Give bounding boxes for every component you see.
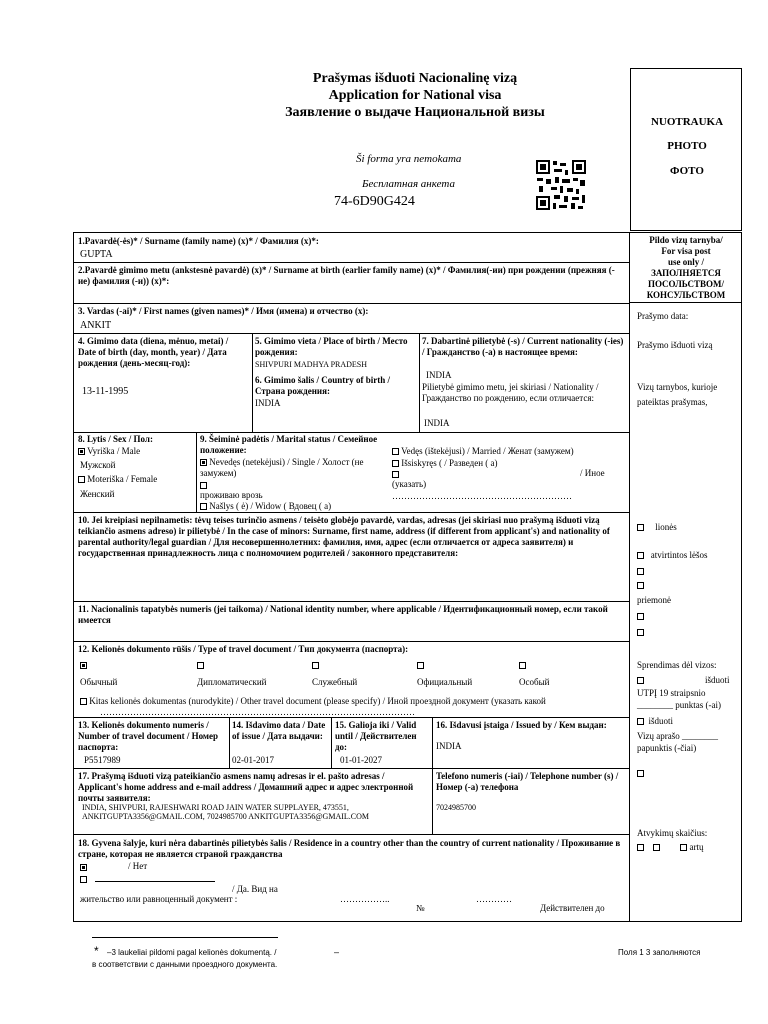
marital-widow-option[interactable] <box>200 501 331 512</box>
sex-male-option[interactable] <box>78 446 140 457</box>
residence-no-option[interactable] <box>80 862 87 873</box>
sex-male-ru: Мужской <box>80 460 116 470</box>
field-4-value[interactable]: 13-11-1995 <box>82 386 129 397</box>
marital-other-specify: (указать) <box>392 479 427 489</box>
free-form-lt: Ši forma yra nemokama <box>356 153 462 165</box>
field-13-value[interactable]: P5517989 <box>84 755 121 765</box>
phone-value[interactable]: 7024985700 <box>436 803 476 812</box>
official-header-line: use only / <box>667 257 704 267</box>
field-13-label: 13. Kelionės dokumento numeris / Number of travel document / Номер паспорта: <box>78 720 219 752</box>
doc-type-special-label: Особый <box>519 677 550 687</box>
doc-type-service-checkbox[interactable] <box>312 656 319 674</box>
form-title-en: Application for National visa <box>328 88 502 103</box>
marital-divorced-label: Išsiskyręs ( / Разведен ( a) <box>401 458 498 468</box>
field-3-label: 3. Vardas (-ai)* / First names (given names)* / Имя (имена) и отчество (x): <box>78 306 369 316</box>
official-issued-label: Prašymo išduoti vizą <box>637 340 713 350</box>
field-3-value[interactable]: ANKIT <box>80 320 112 331</box>
photo-label-ru: ФОТО <box>670 165 704 177</box>
doc-type-special-checkbox[interactable] <box>519 656 526 674</box>
field-7-value[interactable]: INDIA <box>426 370 452 380</box>
footnote-lt: –3 laukeliai pildomi pagal kelionės dokumentą. / <box>107 948 277 957</box>
doc-type-diplomatic-label: Дипломатический <box>197 677 267 687</box>
doc-type-other-label: Kitas kelionės dokumentas (nurodykite) / Other travel document (please specify) / Иной проездной документ (указать какой <box>89 696 546 706</box>
official-checkbox-a[interactable] <box>637 566 644 577</box>
sex-female-ru: Женский <box>80 489 115 499</box>
marital-other-label: / Иное <box>580 468 605 478</box>
official-checkbox-c[interactable] <box>637 611 644 622</box>
checkbox-residence-yes[interactable] <box>80 876 87 883</box>
field-17-value-2[interactable]: ANKITGUPTA3356@GMAIL.COM, 7024985700 ANKITGUPTA3356@GMAIL.COM <box>82 812 370 821</box>
official-papunktis: papunktis (-čiai) <box>637 743 697 753</box>
field-16-label: 16. Išdavusi įstaiga / Issued by / Кем выдан: <box>436 720 607 730</box>
official-header-line: ПОСОЛЬСТВОМ/ <box>647 279 725 289</box>
checkbox-divorced[interactable] <box>392 460 399 467</box>
official-issued-option[interactable] <box>637 675 741 686</box>
official-application-date: Prašymo data: <box>637 311 689 321</box>
official-option-priemone: priemonė <box>637 595 671 605</box>
sex-male-label: Vyriška / Male <box>87 446 141 456</box>
field-10-label: 10. Jei kreipiasi nepilnametis: tėvų teises turinčio asmens / teisėto globėjo pavardė, vardas, adresas (jei skiriasi nuo prašymą išduoti vizą teikiančio asmens adreso) ir pilietybė / In the case of minors: Surname, first name, address (if different from applicant's) and nationality of parental authority/legal guardian / Для несовершеннолетних: фамилия, имя, адрес (если отличается от адреса заявителя) и государственная принадлежность лица с полномочием родителей / законного представителя: <box>78 515 610 558</box>
doc-type-official-label: Официальный <box>417 677 473 687</box>
official-apraso: Vizų aprašo ________ <box>637 731 718 741</box>
residence-yes-label: / Да. Вид на <box>232 884 278 894</box>
field-17-value-1[interactable]: INDIA, SHIVPURI, RAJESHWARI ROAD JAIN WATER SUPPLAYER, 473551, <box>82 803 349 812</box>
field-15-label: 15. Galioja iki / Valid until / Действителен до: <box>335 720 417 752</box>
application-code: 74-6D90G424 <box>334 194 415 209</box>
official-decision: Sprendimas dėl vizos: <box>637 660 717 670</box>
field-8-label: 8. Lytis / Sex / Пол: <box>78 434 153 444</box>
footnote-dash: – <box>334 947 340 957</box>
official-checkbox-d[interactable] <box>637 627 644 638</box>
field-1-value[interactable]: GUPTA <box>80 249 113 260</box>
footnote-right: Поля 1 3 заполняются <box>618 948 701 957</box>
photo-box <box>630 68 742 231</box>
marital-married-option[interactable] <box>392 446 574 457</box>
sex-female-option[interactable] <box>78 474 157 485</box>
official-service-label-2: pateiktas prašymas, <box>637 397 708 407</box>
field-18-label: 18. Gyvena šalyje, kuri nėra dabartinės pilietybės šalis / Residence in a country other than the country of current nationality / Проживание в стране, которая не является страной гражданства <box>78 838 621 859</box>
field-4-label: 4. Gimimo data (diena, mėnuo, metai) / Date of birth (day, month, year) / Дата рождения (день-месяц-год): <box>78 336 229 368</box>
field-6-label: 6. Gimimo šalis / Country of birth / Страна рождения: <box>255 375 391 396</box>
marital-other-dots[interactable]: …………………………………………………… <box>392 491 572 501</box>
field-7-sub-label: Pilietybė gimimo metu, jei skiriasi / Nationality / Гражданство по рождению, если отличается: <box>422 382 599 403</box>
residence-yes-option[interactable] <box>80 874 87 885</box>
doc-type-service-label: Служебный <box>312 677 358 687</box>
marital-separated-label: проживаю врозь <box>200 490 263 500</box>
official-punktas: ________ punktas (-ai) <box>637 700 721 710</box>
residence-valid-label: Действителен до <box>540 903 605 913</box>
residence-number-sign: № <box>416 903 425 913</box>
marital-single-option[interactable] <box>200 457 390 479</box>
marital-divorced-option[interactable] <box>392 458 498 469</box>
footnote-star: * <box>94 944 99 958</box>
official-isduoti-option[interactable] <box>637 716 673 727</box>
official-isduoti-text: išduoti <box>648 716 674 726</box>
footnote-ru: в соответствии с данными проездного документа. <box>92 960 278 969</box>
official-header-line: ЗАПОЛНЯЕТСЯ <box>651 268 721 278</box>
checkbox-married[interactable] <box>392 448 399 455</box>
official-header-line: For visa post <box>661 246 711 256</box>
checkbox-male[interactable] <box>78 448 85 455</box>
official-issued-text: išduoti <box>705 675 730 685</box>
residence-number-dots[interactable]: ………… <box>476 894 512 904</box>
field-5-label: 5. Gimimo vieta / Place of birth / Место рождения: <box>255 336 408 357</box>
residence-doc-label: жительство или равноценный документ : <box>80 894 238 904</box>
checkbox-other-doc[interactable] <box>80 698 87 705</box>
checkbox-single[interactable] <box>200 459 207 466</box>
checkbox-female[interactable] <box>78 476 85 483</box>
doc-type-other-option[interactable] <box>80 696 628 707</box>
official-header-line: Pildo vizų tarnyba/ <box>649 235 723 245</box>
checkbox-residence-no[interactable] <box>80 864 87 871</box>
field-2-label: 2.Pavardė gimimo metu (ankstesnė pavardė) (x)* / Surname at birth (earlier family name) (x)* / Фамилия(-ии) при рождении (прежняя (-ие) фамилия (-и)) (x)*: <box>78 265 615 286</box>
field-17-label: 17. Prašymą išduoti vizą pateikiančio asmens namų adresas ir el. pašto adresas / Applicant's home address and e-mail address / Домашний адрес и адрес электронной почты заявителя: <box>78 771 414 803</box>
official-utpj: UTPĮ 19 straipsnio <box>637 688 706 698</box>
official-entries-options[interactable] <box>637 842 741 853</box>
official-checkbox-e[interactable] <box>637 768 644 779</box>
form-title-lt: Prašymas išduoti Nacionalinę vizą <box>312 71 518 86</box>
photo-label-lt: NUOTRAUKA <box>650 116 724 128</box>
official-option-lione-label: lionės <box>655 522 677 532</box>
doc-type-official-checkbox[interactable] <box>417 656 424 674</box>
qr-code-icon <box>535 159 587 211</box>
doc-type-ordinary-label: Обычный <box>80 677 118 687</box>
field-16-value[interactable]: INDIA <box>436 741 462 751</box>
official-option-lesos-label: atvirtintos lėšos <box>650 550 708 560</box>
form-title-ru: Заявление о выдаче Национальной визы <box>285 105 545 120</box>
official-entries-artu: artų <box>689 842 704 852</box>
marital-married-label: Vedęs (ištekėjusi) / Married / Женат (замужем) <box>401 446 574 456</box>
field-6-value[interactable]: INDIA <box>255 398 281 408</box>
photo-label-en: PHOTO <box>667 140 707 152</box>
residence-no-label: / Нет <box>128 861 148 871</box>
field-12-label: 12. Kelionės dokumento rūšis / Type of travel document / Тип документа (паспорта): <box>78 644 409 654</box>
free-form-ru: Бесплатная анкета <box>362 178 455 190</box>
field-7-sub-value[interactable]: INDIA <box>424 418 450 428</box>
marital-single-label: Nevedęs (netekėjusi) / Single / Холост (не замужем) <box>200 457 364 478</box>
phone-label: Telefono numeris (-iai) / Telephone number (s) / Номер (-a) телефона <box>436 771 619 792</box>
official-header <box>630 235 742 301</box>
official-header-line: КОНСУЛЬСТВОМ <box>646 290 726 300</box>
field-5-value[interactable]: SHIVPURI MADHYA PRADESH <box>255 360 368 369</box>
field-1-label: 1.Pavardė(-ės)* / Surname (family name) (x)* / Фамилия (x)*: <box>78 236 319 246</box>
checkbox-widow[interactable] <box>200 503 207 510</box>
official-option-lesos[interactable] <box>637 550 708 561</box>
official-checkbox-b[interactable] <box>637 580 644 591</box>
doc-type-diplomatic-checkbox[interactable] <box>197 656 204 674</box>
residence-doc-dots[interactable]: …………….. <box>340 894 390 904</box>
official-option-lione[interactable] <box>637 522 677 533</box>
field-11-label: 11. Nacionalinis tapatybės numeris (jei taikoma) / National identity number, where applicable / Идентификационный номер, если такой имеется <box>78 604 608 625</box>
official-service-label-1: Vizų tarnybos, kurioje <box>637 382 718 392</box>
field-15-value[interactable]: 01-01-2027 <box>340 755 382 765</box>
marital-widow-label: Našlys ( ė) / Widow ( Вдовец ( a) <box>209 501 332 511</box>
field-7-label: 7. Dabartinė pilietybė (-s) / Current nationality (-ies) / Гражданство (-a) в настоящее время: <box>422 336 624 357</box>
field-14-label: 14. Išdavimo data / Date of issue / Дата выдачи: <box>232 720 326 741</box>
field-9-label: 9. Šeiminė padėtis / Marital status / Семейное положение: <box>200 434 378 455</box>
doc-type-ordinary-checkbox[interactable] <box>80 656 87 674</box>
sex-female-label: Moteriška / Female <box>87 474 158 484</box>
field-14-value[interactable]: 02-01-2017 <box>232 755 274 765</box>
doc-type-other-dots[interactable]: …………………………………………………………………………………………… <box>100 707 415 717</box>
official-entries: Atvykimų skaičius: <box>637 828 708 838</box>
